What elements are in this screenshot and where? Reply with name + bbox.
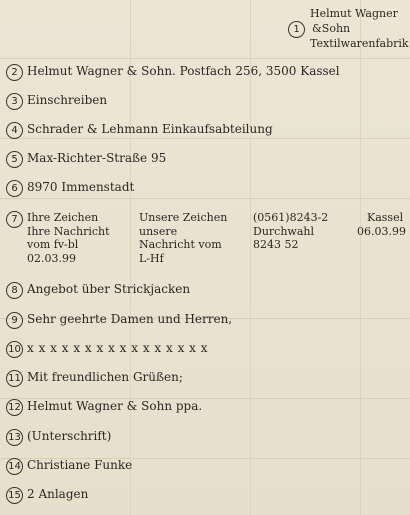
recipient-street: Max-Richter-Straße 95	[27, 151, 167, 165]
ref-text: 06.03.99	[357, 224, 406, 238]
return-address-line: Helmut Wagner & Sohn. Postfach 256, 3500 Kassel	[27, 64, 340, 78]
sender-block	[310, 6, 409, 51]
reference-col-date	[357, 211, 406, 238]
marker-3: 3	[6, 93, 23, 110]
marker-7: 7	[6, 211, 23, 228]
sender-line-3: Textilwarenfabrik	[310, 37, 409, 50]
company-signature: Helmut Wagner & Sohn ppa.	[27, 399, 203, 413]
signer-name: Christiane Funke	[27, 458, 133, 472]
marker-13: 13	[6, 429, 23, 446]
closing: Mit freundlichen Grüßen;	[27, 370, 183, 384]
recipient-name: Schrader & Lehmann Einkaufsabteilung	[27, 122, 273, 136]
marker-10: 10	[6, 341, 23, 358]
marker-11: 11	[6, 370, 23, 387]
grid-line	[0, 58, 410, 59]
ref-text: 02.03.99	[27, 251, 76, 265]
grid-line	[0, 198, 410, 199]
subject-line: Angebot über Strickjacken	[27, 282, 191, 296]
marker-9: 9	[6, 312, 23, 329]
salutation: Sehr geehrte Damen und Herren,	[27, 312, 233, 326]
enclosures: 2 Anlagen	[27, 487, 89, 501]
marker-12: 12	[6, 399, 23, 416]
sender-line-1: Helmut Wagner	[310, 7, 398, 20]
ref-text: Nachricht vom	[139, 238, 222, 251]
marker-5: 5	[6, 151, 23, 168]
ref-text: vom fv-bl	[27, 238, 79, 251]
ref-text: Unsere Zeichen	[139, 211, 228, 224]
ref-text: L-Hf	[139, 251, 164, 265]
marker-1: 1	[288, 21, 305, 38]
marker-2: 2	[6, 64, 23, 81]
ref-text: Ihre Zeichen	[27, 211, 99, 224]
reference-col-our-ref	[139, 211, 227, 265]
reference-col-phone	[253, 211, 328, 252]
body-text: x x x x x x x x x x x x x x x x	[27, 341, 208, 355]
sender-line-2: &Sohn	[312, 22, 351, 35]
ref-text: Kassel	[367, 211, 404, 224]
marker-14: 14	[6, 458, 23, 475]
recipient-city: 8970 Immenstadt	[27, 180, 135, 194]
grid-line	[360, 0, 361, 515]
signature-placeholder: (Unterschrift)	[27, 429, 112, 443]
ref-text: (0561)8243-2	[253, 211, 329, 224]
mail-type: Einschreiben	[27, 93, 108, 107]
reference-col-your-ref	[27, 211, 110, 265]
ref-text: Durchwahl	[253, 224, 314, 238]
marker-8: 8	[6, 282, 23, 299]
ref-text: 8243 52	[253, 238, 299, 251]
ref-text: unsere	[139, 224, 178, 238]
marker-6: 6	[6, 180, 23, 197]
marker-15: 15	[6, 487, 23, 504]
grid-line	[0, 138, 410, 139]
ref-text: Ihre Nachricht	[27, 224, 110, 238]
marker-4: 4	[6, 122, 23, 139]
